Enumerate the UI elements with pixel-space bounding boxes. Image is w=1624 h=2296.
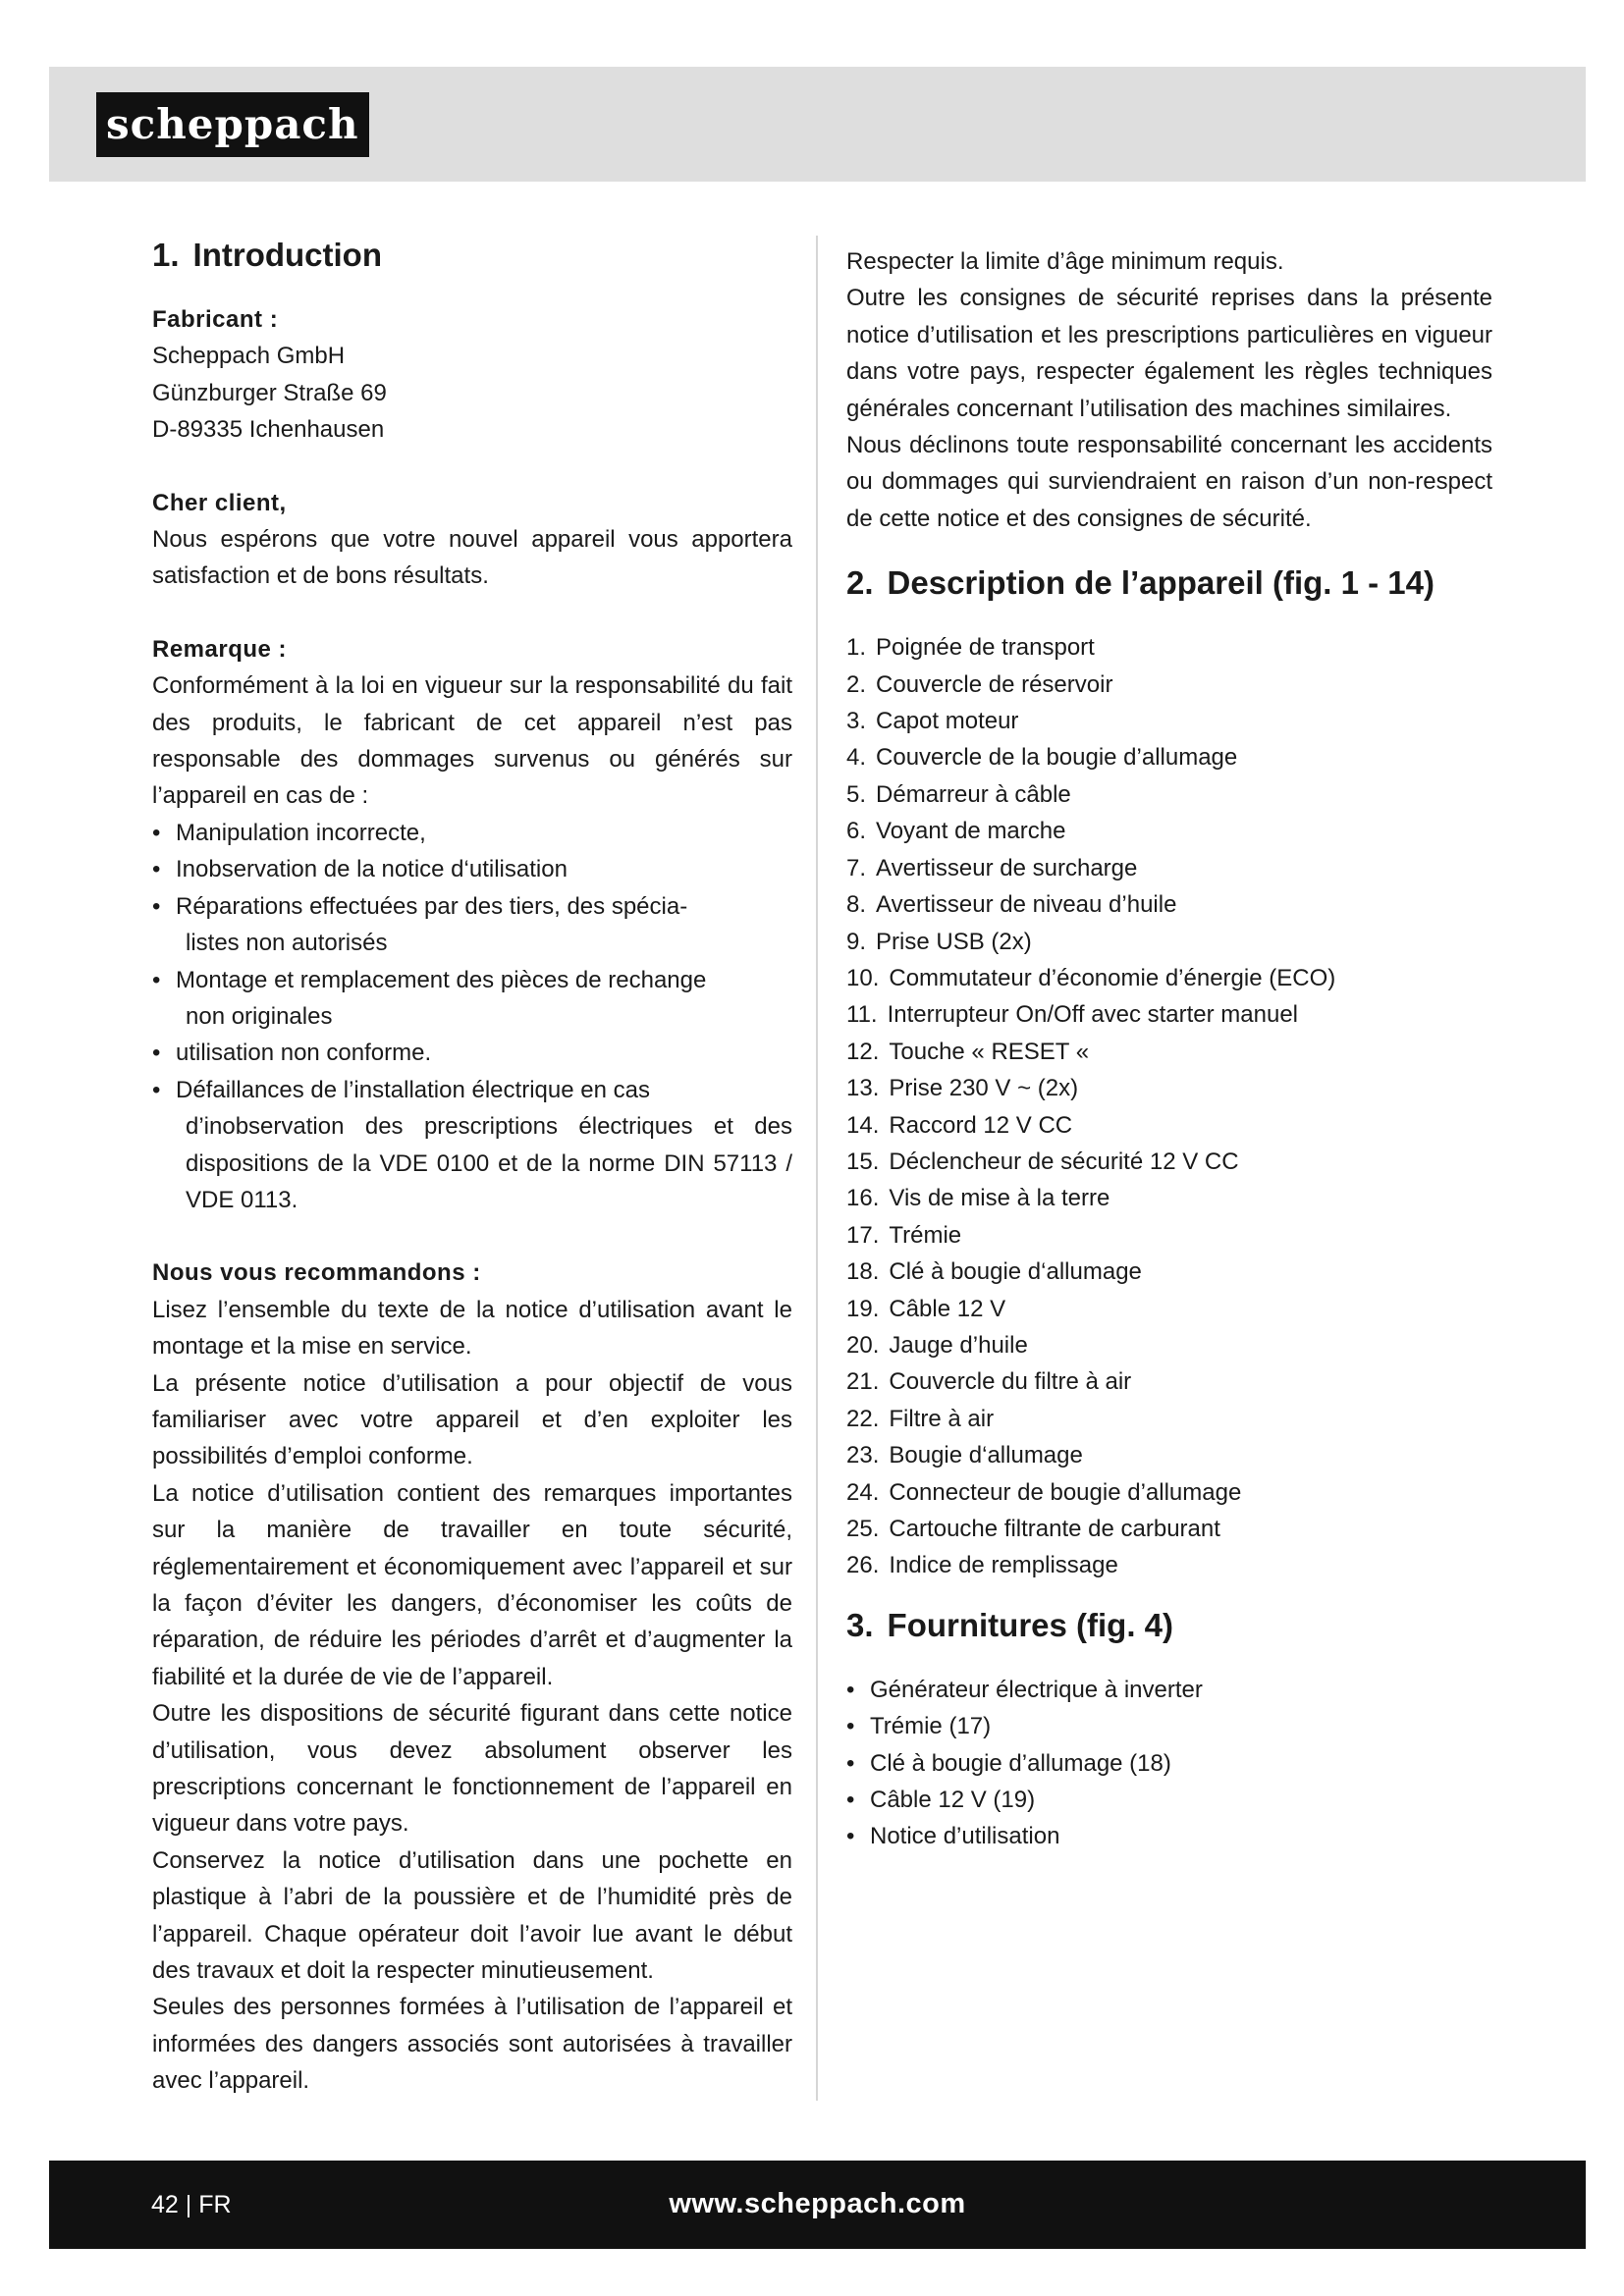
right-paragraph: Nous déclinons toute responsabilité concernant les accidents ou dommages qui surviendraient en raison d’un non-respect de cette notice et des consignes de sécurité. xyxy=(846,432,1492,532)
recommend-block xyxy=(152,1255,792,2099)
recommend-paragraph: La notice d’utilisation contient des remarques importantes sur la manière de travailler en toute sécurité, réglementairement et économiquement avec l’appareil et sur la façon d’éviter les dangers, d’économiser les coûts de réparation, de réduire les périodes d’arrêt et d’augmenter la fiabilité et la durée de vie de l’appareil. xyxy=(152,1479,792,1690)
parts-list-item: 3. Capot moteur xyxy=(846,708,1019,735)
parts-list-item: 15. Déclencheur de sécurité 12 V CC xyxy=(846,1148,1239,1175)
left-column xyxy=(152,232,792,2100)
recommend-paragraph: La présente notice d’utilisation a pour objectif de vous familiariser avec votre appareil et d’en exploiter les possibilités d’emploi conforme. xyxy=(152,1369,792,1470)
page-header xyxy=(49,67,1586,182)
remark-bullet: • Inobservation de la notice d‘utilisation xyxy=(152,851,792,887)
column-divider xyxy=(816,236,818,2101)
supplies-item: • Clé à bougie d’allumage (18) xyxy=(846,1745,1492,1782)
remark-text: Conformément à la loi en vigueur sur la responsabilité du fait des produits, le fabricant de cet appareil n’est pas responsable des dommages survenus ou générés sur l’appareil en cas de : xyxy=(152,672,792,810)
recommend-label: Nous vous recommandons : xyxy=(152,1259,481,1287)
parts-list-item: 23. Bougie d‘allumage xyxy=(846,1442,1083,1469)
manufacturer-block xyxy=(152,301,792,449)
manufacturer-line: Scheppach GmbH xyxy=(152,343,346,370)
supplies-list xyxy=(846,1672,1492,1855)
remark-bullet-list xyxy=(152,815,792,1218)
supplies-item: • Trémie (17) xyxy=(846,1708,1492,1744)
parts-list-item: 20. Jauge d’huile xyxy=(846,1331,1028,1359)
website-link[interactable]: www.scheppach.com xyxy=(669,2188,966,2219)
dear-customer-block xyxy=(152,485,792,595)
parts-list-item: 24. Connecteur de bougie d’allumage xyxy=(846,1478,1242,1506)
remark-bullet: • utilisation non conforme. xyxy=(152,1035,792,1071)
parts-list-item: 22. Filtre à air xyxy=(846,1405,995,1432)
parts-list-item: 26. Indice de remplissage xyxy=(846,1552,1118,1579)
parts-list-item: 4. Couvercle de la bougie d’allumage xyxy=(846,744,1238,772)
remark-bullet: • Montage et remplacement des pièces de rechange non originales xyxy=(152,962,792,1036)
dear-customer-label: Cher client, xyxy=(152,489,287,516)
remark-label: Remarque : xyxy=(152,635,288,663)
parts-list-item: 18. Clé à bougie d‘allumage xyxy=(846,1258,1142,1286)
parts-list xyxy=(846,629,1492,1584)
scheppach-logo: scheppach xyxy=(96,92,369,157)
recommend-paragraph: Conservez la notice d’utilisation dans une pochette en plastique à l’abri de la poussière et de l’humidité près de l’appareil. Chaque opérateur doit l’avoir lue avant le début des travaux et doit la respecter minutieusement. xyxy=(152,1846,792,1985)
parts-list-item: 19. Câble 12 V xyxy=(846,1295,1006,1322)
parts-list-item: 1. Poignée de transport xyxy=(846,634,1095,662)
recommend-paragraph: Lisez l’ensemble du texte de la notice d’utilisation avant le montage et la mise en service. xyxy=(152,1296,792,1361)
remark-bullet: • Défaillances de l’installation électrique en cas d’inobservation des prescriptions électriques et des dispositions de la VDE 0100 et de la norme DIN 57113 / VDE 0113. xyxy=(152,1072,792,1219)
parts-list-item: 8. Avertisseur de niveau d’huile xyxy=(846,891,1177,919)
parts-list-item: 9. Prise USB (2x) xyxy=(846,928,1032,955)
parts-list-item: 10. Commutateur d’économie d’énergie (ECO) xyxy=(846,964,1336,991)
dear-customer-text: Nous espérons que votre nouvel appareil vous apportera satisfaction et de bons résultats. xyxy=(152,526,792,590)
parts-list-item: 13. Prise 230 V ~ (2x) xyxy=(846,1075,1079,1102)
parts-list-item: 5. Démarreur à câble xyxy=(846,780,1071,808)
supplies-item: • Générateur électrique à inverter xyxy=(846,1672,1492,1708)
parts-list-item: 17. Trémie xyxy=(846,1221,962,1249)
manufacturer-line: D-89335 Ichenhausen xyxy=(152,416,385,444)
remark-bullet: • Réparations effectuées par des tiers, des spécia- listes non autorisés xyxy=(152,888,792,962)
section-heading-introduction: 1. Introduction xyxy=(152,237,382,273)
parts-list-item: 2. Couvercle de réservoir xyxy=(846,670,1113,698)
remark-block xyxy=(152,631,792,1219)
page-footer xyxy=(49,2161,1586,2249)
section-heading-description: 2. Description de l’appareil (fig. 1 - 14) xyxy=(846,564,1435,602)
parts-list-item: 12. Touche « RESET « xyxy=(846,1038,1090,1065)
parts-list-item: 16. Vis de mise à la terre xyxy=(846,1185,1110,1212)
parts-list-item: 7. Avertisseur de surcharge xyxy=(846,854,1138,881)
right-paragraph: Outre les consignes de sécurité reprises dans la présente notice d’utilisation et les prescriptions particulières en vigueur dans votre pays, respecter également les règles techniques générales concernant l’utilisation des machines similaires. xyxy=(846,285,1492,422)
right-paragraph: Respecter la limite d’âge minimum requis. xyxy=(846,248,1284,275)
parts-list-item: 25. Cartouche filtrante de carburant xyxy=(846,1516,1220,1542)
supplies-item: • Câble 12 V (19) xyxy=(846,1782,1492,1818)
remark-bullet: • Manipulation incorrecte, xyxy=(152,815,792,851)
section-heading-supplies: 3. Fournitures (fig. 4) xyxy=(846,1606,1174,1643)
manufacturer-label: Fabricant : xyxy=(152,306,279,333)
manufacturer-line: Günzburger Straße 69 xyxy=(152,379,387,406)
page-number: 42 | FR xyxy=(151,2191,232,2218)
supplies-item: • Notice d’utilisation xyxy=(846,1818,1492,1854)
recommend-paragraph: Outre les dispositions de sécurité figurant dans cette notice d’utilisation, vous devez absolument observer les prescriptions concernant le fonctionnement de l’appareil en vigueur dans votre pays. xyxy=(152,1700,792,1838)
right-column xyxy=(846,232,1492,1855)
recommend-paragraph: Seules des personnes formées à l’utilisation de l’appareil et informées des dangers associés sont autorisées à travailler avec l’appareil. xyxy=(152,1994,792,2095)
parts-list-item: 21. Couvercle du filtre à air xyxy=(846,1368,1132,1396)
parts-list-item: 6. Voyant de marche xyxy=(846,818,1066,845)
parts-list-item: 14. Raccord 12 V CC xyxy=(846,1111,1073,1139)
parts-list-item: 11. Interrupteur On/Off avec starter manuel xyxy=(846,1001,1299,1029)
